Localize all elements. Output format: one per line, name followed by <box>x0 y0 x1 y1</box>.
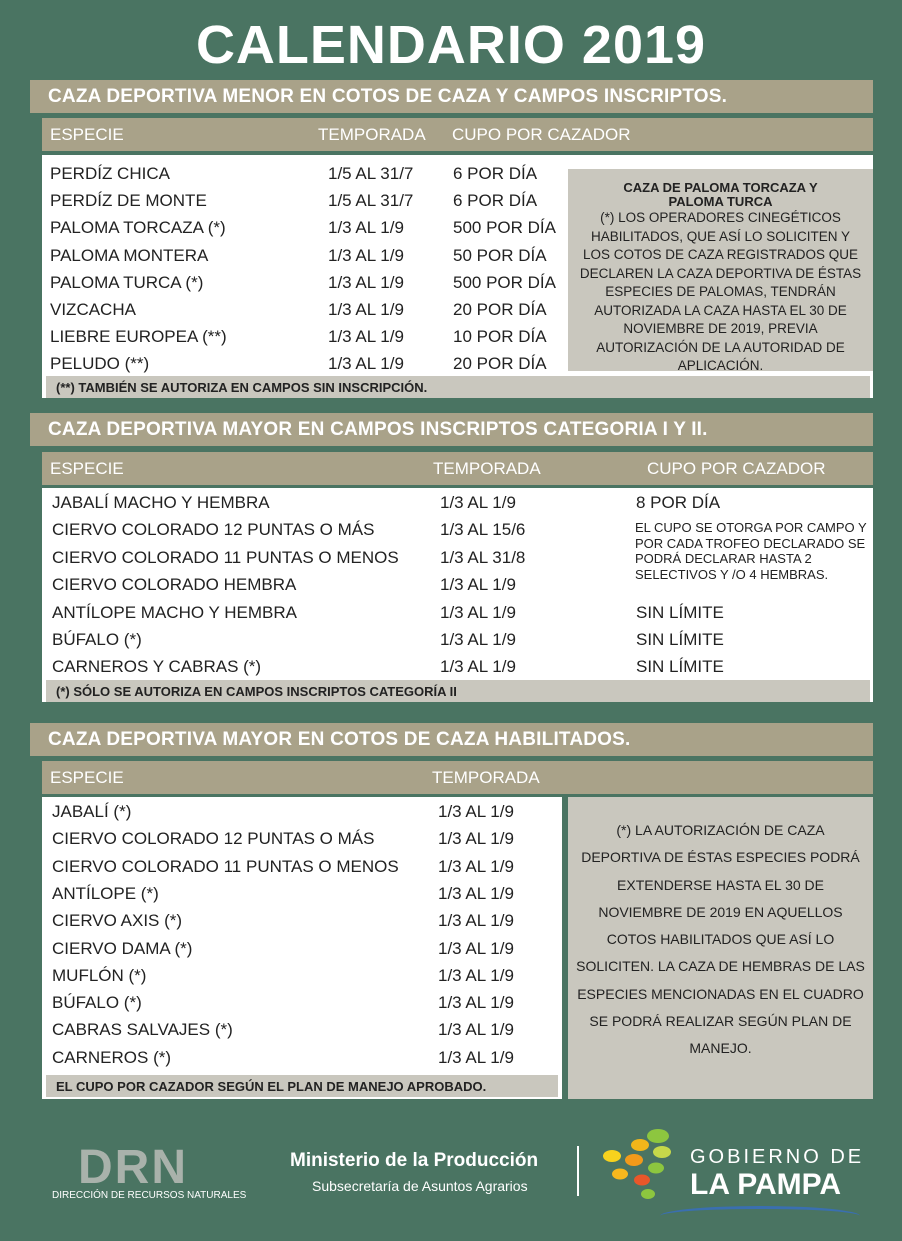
ministry-name: Ministerio de la Producción <box>290 1150 539 1171</box>
cell-cupo: 10 POR DÍA <box>453 327 547 347</box>
page-title: CALENDARIO 2019 <box>195 15 707 75</box>
cell-especie: CIERVO COLORADO HEMBRA <box>52 575 297 595</box>
gobierno-line1: GOBIERNO DE <box>690 1146 865 1168</box>
cell-temporada: 1/3 AL 1/9 <box>328 327 404 347</box>
cell-especie: BÚFALO (*) <box>52 630 142 649</box>
section2-cupo-note: EL CUPO SE OTORGA POR CAMPO Y POR CADA TROFEO DECLARADO SE PODRÁ DECLARAR HASTA 2 SELECTIVOS Y /O 4 HEMBRAS. <box>635 520 867 582</box>
section2-footnote: (*) SÓLO SE AUTORIZA EN CAMPOS INSCRIPTOS CATEGORÍA II <box>46 680 870 702</box>
cell-especie: CARNEROS (*) <box>52 1047 172 1067</box>
cell-temporada: 1/3 AL 31/8 <box>440 547 526 567</box>
section3-title: CAZA DEPORTIVA MAYOR EN COTOS DE CAZA HABILITADOS. <box>30 723 873 756</box>
cell-especie: ANTÍLOPE (*) <box>52 883 159 903</box>
cell-temporada: 1/5 AL 31/7 <box>328 164 414 183</box>
cell-temporada: 1/3 AL 1/9 <box>438 938 514 958</box>
header-especie: ESPECIE <box>50 458 124 478</box>
cell-especie: CIERVO COLORADO 11 PUNTAS O MENOS <box>52 547 399 567</box>
cell-especie: BÚFALO (*) <box>52 993 142 1013</box>
gobierno-line2: LA PAMPA <box>690 1168 842 1201</box>
cell-especie: PERDÍZ DE MONTE <box>50 191 207 211</box>
cell-temporada: 1/3 AL 1/9 <box>328 245 404 265</box>
cell-temporada: 1/3 AL 1/9 <box>438 829 514 849</box>
cell-especie: PELUDO (**) <box>50 354 150 374</box>
cell-temporada: 1/3 AL 1/9 <box>438 802 514 821</box>
cell-especie: CIERVO COLORADO 12 PUNTAS O MÁS <box>52 520 375 540</box>
cell-temporada: 1/3 AL 1/9 <box>438 856 514 876</box>
cell-especie: PERDÍZ CHICA <box>50 164 170 183</box>
section3-note: (*) LA AUTORIZACIÓN DE CAZA DEPORTIVA DE ÉSTAS ESPECIES PODRÁ EXTENDERSE HASTA EL 30 DE NOVIEMBRE DE 2019 EN AQUELLOS COTOS HABILITADOS QUE ASÍ LO SOLICITEN. LA CAZA DE HEMBRAS DE LAS ESPECIES MENCIONADAS EN EL CUADRO SE PODRÁ REALIZAR SEGÚN PLAN DE MANEJO. <box>568 797 873 1099</box>
cell-especie: CIERVO AXIS (*) <box>52 911 183 931</box>
cell-temporada: 1/3 AL 1/9 <box>438 965 514 985</box>
section3-footnote: EL CUPO POR CAZADOR SEGÚN EL PLAN DE MANEJO APROBADO. <box>46 1075 558 1097</box>
section3-header <box>42 761 873 794</box>
cell-especie: CIERVO COLORADO 11 PUNTAS O MENOS <box>52 856 399 876</box>
cell-cupo: SIN LÍMITE <box>636 630 724 649</box>
cell-especie: CABRAS SALVAJES (*) <box>52 1020 233 1040</box>
cell-especie: PALOMA TURCA (*) <box>50 272 204 292</box>
cell-especie: PALOMA MONTERA <box>50 245 209 265</box>
section1-title: CAZA DEPORTIVA MENOR EN COTOS DE CAZA Y CAMPOS INSCRIPTOS. <box>30 80 873 113</box>
section2-title: CAZA DEPORTIVA MAYOR EN CAMPOS INSCRIPTOS CATEGORIA I Y II. <box>30 413 873 446</box>
header-cupo: CUPO POR CAZADOR <box>647 458 826 478</box>
cell-temporada: 1/3 AL 1/9 <box>440 657 516 677</box>
cell-cupo: 20 POR DÍA <box>453 354 547 374</box>
section1-header <box>42 118 873 151</box>
cell-temporada: 1/3 AL 1/9 <box>328 218 404 238</box>
cell-especie: JABALÍ (*) <box>52 802 132 821</box>
cell-especie: CARNEROS Y CABRAS (*) <box>52 657 262 677</box>
cell-cupo: 6 POR DÍA <box>453 191 538 211</box>
logo-swoosh <box>660 1206 860 1226</box>
subsecretaria-name: Subsecretaría de Asuntos Agrarios <box>312 1178 528 1194</box>
cell-temporada: 1/5 AL 31/7 <box>328 191 414 211</box>
header-cupo: CUPO POR CAZADOR <box>452 124 631 144</box>
cell-temporada: 1/3 AL 1/9 <box>438 1047 514 1067</box>
cell-especie: CIERVO COLORADO 12 PUNTAS O MÁS <box>52 829 375 849</box>
cell-temporada: 1/3 AL 1/9 <box>438 993 514 1013</box>
header-temporada: TEMPORADA <box>318 124 426 144</box>
footer-divider <box>577 1146 579 1196</box>
cell-temporada: 1/3 AL 1/9 <box>438 911 514 931</box>
cell-especie: CIERVO DAMA (*) <box>52 938 193 958</box>
cell-especie: JABALÍ MACHO Y HEMBRA <box>52 493 270 512</box>
header-temporada: TEMPORADA <box>432 767 540 787</box>
cell-especie: MUFLÓN (*) <box>52 965 147 985</box>
header-temporada: TEMPORADA <box>433 458 541 478</box>
cell-cupo: 500 POR DÍA <box>453 272 556 292</box>
cell-cupo: 6 POR DÍA <box>453 164 538 183</box>
cell-especie: VIZCACHA <box>50 300 136 319</box>
cell-especie: ANTÍLOPE MACHO Y HEMBRA <box>52 602 297 622</box>
header-especie: ESPECIE <box>50 124 124 144</box>
cell-temporada: 1/3 AL 1/9 <box>328 354 404 374</box>
cell-especie: PALOMA TORCAZA (*) <box>50 218 226 238</box>
cell-temporada: 1/3 AL 1/9 <box>440 602 516 622</box>
cell-cupo: SIN LÍMITE <box>636 602 724 622</box>
la-pampa-logo-icon <box>600 1126 680 1206</box>
cell-temporada: 1/3 AL 1/9 <box>440 630 516 649</box>
header-especie: ESPECIE <box>50 767 124 787</box>
drn-logo: DRN <box>78 1141 188 1194</box>
cell-temporada: 1/3 AL 1/9 <box>328 300 404 319</box>
cell-cupo: 500 POR DÍA <box>453 218 556 238</box>
cell-temporada: 1/3 AL 1/9 <box>328 272 404 292</box>
cell-temporada: 1/3 AL 1/9 <box>438 1020 514 1040</box>
drn-caption: DIRECCIÓN DE RECURSOS NATURALES <box>52 1190 247 1201</box>
cell-especie: LIEBRE EUROPEA (**) <box>50 327 227 347</box>
cell-temporada: 1/3 AL 15/6 <box>440 520 526 540</box>
section2-header <box>42 452 873 485</box>
section1-note <box>568 169 873 371</box>
cell-cupo: 20 POR DÍA <box>453 300 547 319</box>
cell-temporada: 1/3 AL 1/9 <box>438 883 514 903</box>
section1-note-body: (*) LOS OPERADORES CINEGÉTICOS HABILITADOS, QUE ASÍ LO SOLICITEN Y LOS COTOS DE CAZA REGISTRADOS QUE DECLAREN LA CAZA DEPORTIVA DE ÉSTAS ESPECIES DE PALOMAS, TENDRÁN AUTORIZADA LA CAZA HASTA EL 30 DE NOVIEMBRE DE 2019, PREVIA AUTORIZACIÓN DE LA AUTORIDAD DE APLICACIÓN. <box>579 210 862 373</box>
section1-note-title: CAZA DE PALOMA TORCAZA Y PALOMA TURCA <box>623 180 818 209</box>
cell-cupo: 50 POR DÍA <box>453 245 547 265</box>
cell-cupo: SIN LÍMITE <box>636 657 724 677</box>
cell-temporada: 1/3 AL 1/9 <box>440 575 516 595</box>
cell-cupo: 8 POR DÍA <box>636 493 721 512</box>
cell-temporada: 1/3 AL 1/9 <box>440 493 516 512</box>
section1-footnote: (**) TAMBIÉN SE AUTORIZA EN CAMPOS SIN INSCRIPCIÓN. <box>46 376 870 398</box>
